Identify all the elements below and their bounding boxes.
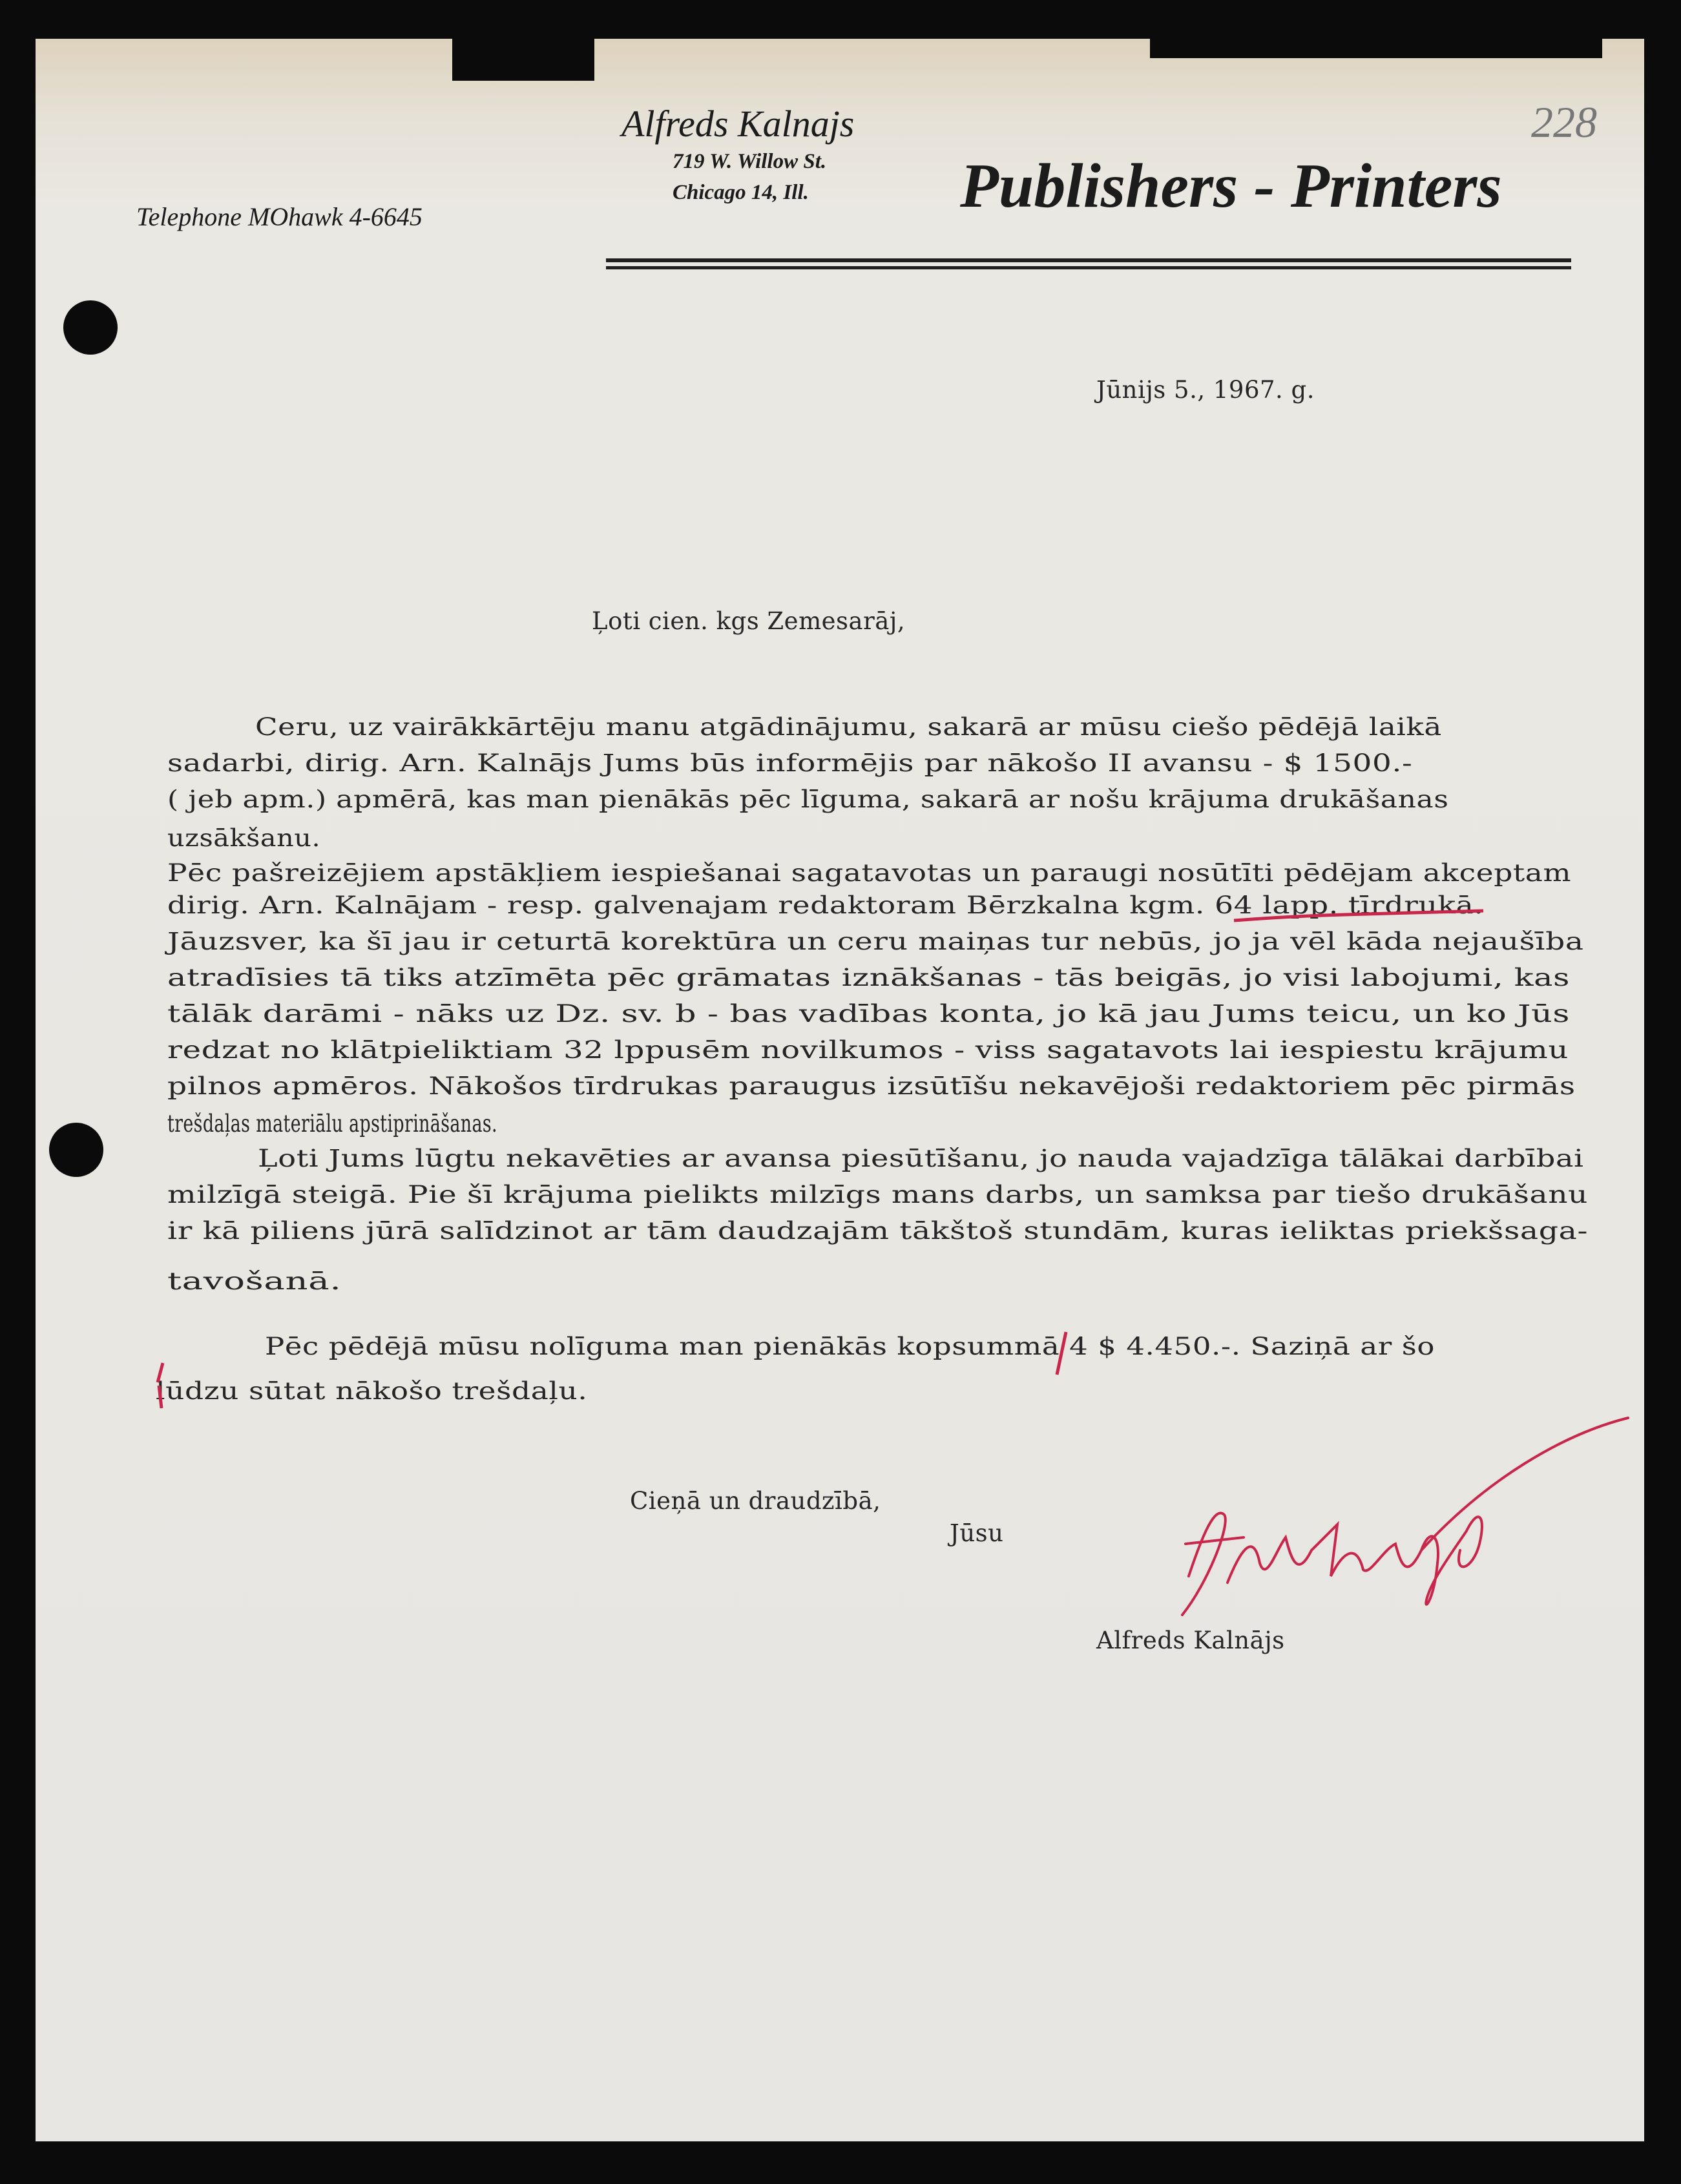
telephone: Telephone MOhawk 4-6645 xyxy=(136,202,423,231)
body-line: trešdaļas materiālu apstiprināšanas. xyxy=(167,1110,497,1138)
body-line: Ceru, uz vairākkārtēju manu atgādinājumu, sakarā ar mūsu ciešo pēdējā laikā xyxy=(255,712,1442,741)
red-correction-mark xyxy=(1057,1332,1066,1375)
closing-yours: Jūsu xyxy=(950,1519,1004,1547)
handwritten-signature xyxy=(1182,1418,1628,1615)
body-line: atradīsies tā tiks atzīmēta pēc grāmatas iznākšanas - tās beigās, jo visi labojumi, kas xyxy=(167,963,1570,992)
salutation: Ļoti cien. kgs Zemesarāj, xyxy=(592,607,906,635)
archive-number: 228 xyxy=(1531,98,1597,147)
body-line: Pēc pēdējā mūsu nolīguma man pienākās kopsummā 4 $ 4.450.-. Saziņā ar šo xyxy=(264,1333,1435,1360)
red-accent-mark xyxy=(158,1363,163,1408)
body-line: dirig. Arn. Kalnājam - resp. galvenajam redaktoram Bērzkalna kgm. 64 lapp. tīrdrukā. xyxy=(167,891,1484,919)
body-line: ir kā piliens jūrā salīdzinot ar tām daudzajām tākštoš stundām, kuras ieliktas priekšsaga- xyxy=(167,1217,1588,1245)
body-line: tavošanā. xyxy=(167,1267,342,1295)
body-line: milzīgā steigā. Pie šī krājuma pielikts milzīgs mans darbs, un samksa par tiešo drukāšanu xyxy=(167,1181,1588,1209)
body-line: Pēc pašreizējiem apstākļiem iespiešanai sagatavotas un paraugi nosūtīti pēdējam akceptam xyxy=(167,858,1571,887)
letterhead-business: Publishers - Printers xyxy=(960,151,1502,221)
letter-date: Jūnijs 5., 1967. g. xyxy=(1096,376,1315,404)
body-line: Jāuzsver, ka šī jau ir ceturtā korektūra un ceru maiņas tur nebūs, jo ja vēl kāda nejaušība xyxy=(167,927,1584,955)
body-line: sadarbi, dirig. Arn. Kalnājs Jums būs informējis par nākošo II avansu - $ 1500.- xyxy=(167,749,1413,777)
body-line: ( jeb apm.) apmērā, kas man pienākās pēc līguma, sakarā ar nošu krājuma drukāšanas xyxy=(167,785,1449,813)
signature-name: Alfreds Kalnājs xyxy=(1096,1627,1285,1654)
letterhead-street: 719 W. Willow St. xyxy=(673,150,827,173)
body-line: lūdzu sūtat nākošo trešdaļu. xyxy=(156,1377,588,1405)
body-line: uzsākšanu. xyxy=(167,824,320,853)
letterhead-name: Alfreds Kalnajs xyxy=(621,103,855,145)
closing: Cieņā un draudzībā, xyxy=(630,1487,881,1515)
red-underline xyxy=(1234,911,1483,920)
body-line: tālāk darāmi - nāks uz Dz. sv. b - bas vadības konta, jo kā jau Jums teicu, un ko Jūs xyxy=(167,999,1570,1028)
letterhead-city: Chicago 14, Ill. xyxy=(673,181,809,204)
body-line: redzat no klātpieliktiam 32 lppusēm novilkumos - viss sagatavots lai iespiestu krājumu xyxy=(167,1035,1569,1064)
body-line: Ļoti Jums lūgtu nekavēties ar avansa piesūtīšanu, jo nauda vajadzīga tālākai darbībai xyxy=(257,1144,1584,1172)
body-line: pilnos apmēros. Nākošos tīrdrukas paraugus izsūtīšu nekavējoši redaktoriem pēc pirmās xyxy=(167,1072,1576,1100)
